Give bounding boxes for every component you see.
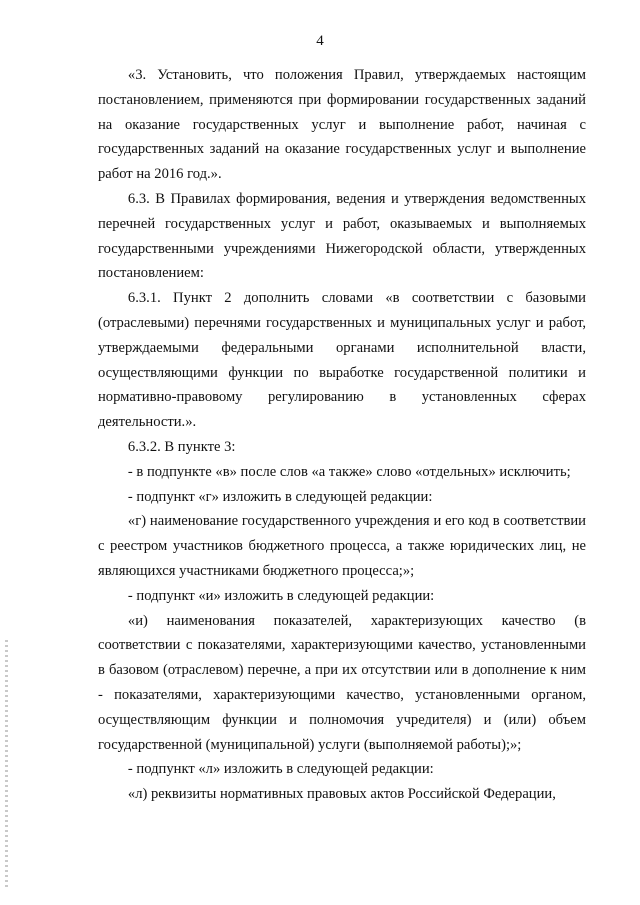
paragraph-subitem-i-text: «и) наименования показателей, характеризующих качество (в соответствии с показателями, характеризующими качество, установленными в базовом (отраслевом) перечне, а при их отсутствии или в дополнение к ним - показателями, характеризующими качество, установленными органом, осуществляющим функции и полномочия учредителя) и (или) объем государственной (муниципальной) услуги (выполняемой работы);»; [98,612,586,753]
paragraph-subitem-l-text: «л) реквизиты нормативных правовых актов Российской Федерации, [127,786,556,803]
scan-edge-mark [5,640,8,890]
paragraph-subitem-g-text: «г) наименование государственного учреждения и его код в соответствии с реестром участников бюджетного процесса, а также юридических лиц, не являющихся участниками бюджетного процесса;»; [98,513,586,579]
paragraph-subitem-g-intro: - подпункт «г» изложить в следующей редакции: [127,488,433,505]
paragraph-subitem-l-intro: - подпункт «л» изложить в следующей редакции: [127,761,434,778]
paragraph-subitem-v: - в подпункте «в» после слов «а также» слово «отдельных» исключить; [127,463,571,480]
paragraph-clause-3: «3. Установить, что положения Правил, утверждаемых настоящим постановлением, применяются при формировании государственных заданий на оказание государственных услуг и выполнение работ, начиная с государственных заданий на оказание государственных услуг и выполнение работ на 2016 год.». [98,67,586,183]
paragraph-6-3-1: 6.3.1. Пункт 2 дополнить словами «в соответствии с базовыми (отраслевыми) перечнями государственных и муниципальных услуг и работ, утверждаемыми федеральными органами исполнительной власти, осуществляющими функции по выработке государственной политики и нормативно-правовому регулированию в установленных сферах деятельности.». [98,290,586,431]
paragraph-subitem-i-intro: - подпункт «и» изложить в следующей редакции: [127,587,435,604]
paragraph-6-3: 6.3. В Правилах формирования, ведения и утверждения ведомственных перечней государственных услуг и работ, оказываемых и выполняемых государственными учреждениями Нижегородской области, утвержденных постановлением: [98,190,586,282]
page-number: 4 [316,33,324,49]
paragraph-6-3-2: 6.3.2. В пункте 3: [127,438,236,455]
document-body [98,63,586,807]
